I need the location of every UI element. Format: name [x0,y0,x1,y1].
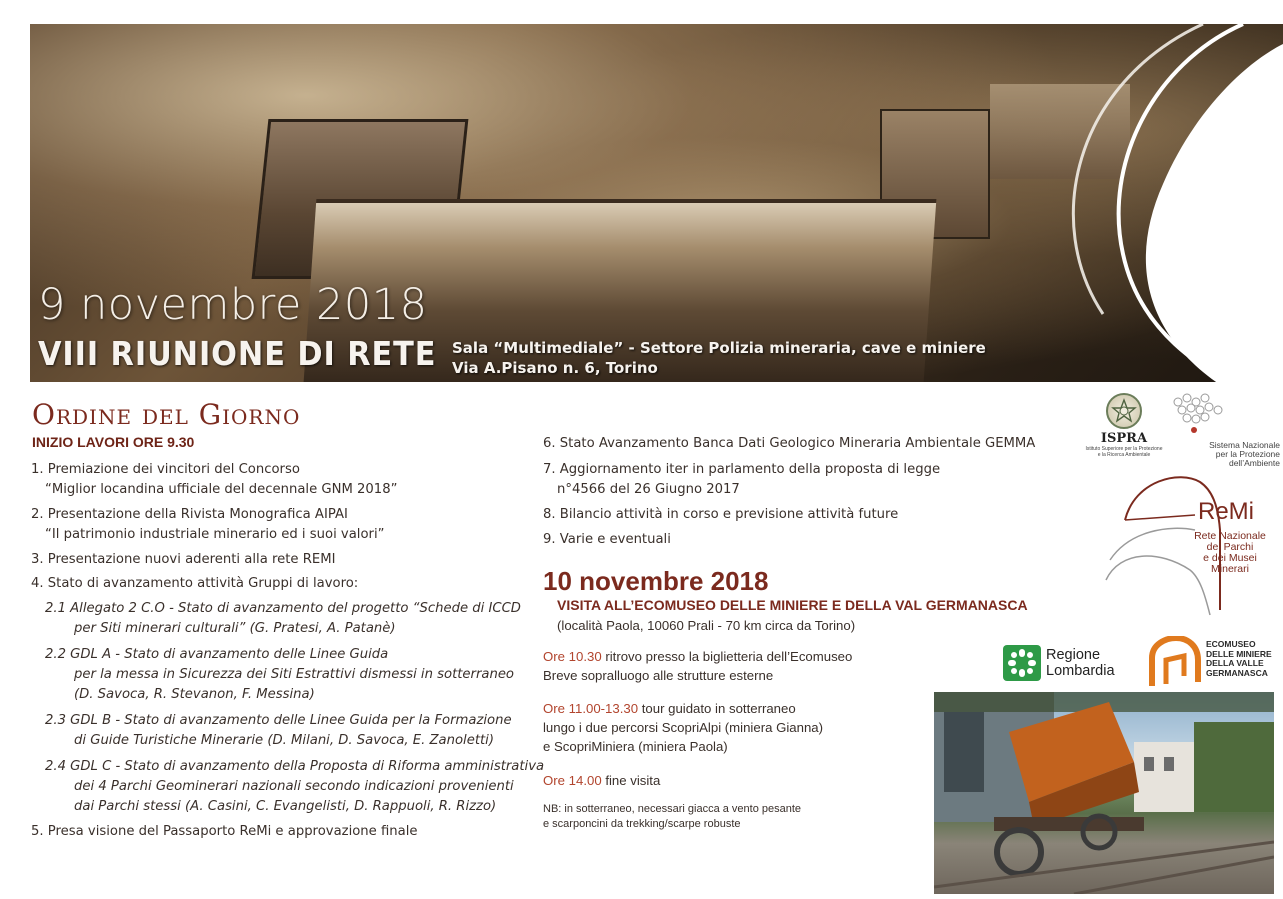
agenda-subitem-detail: per Siti minerari culturali” (G. Pratesi, A. Patanè) [74,621,396,636]
visit-date: 10 novembre 2018 [543,566,769,596]
visit-location: (località Paola, 10060 Prali - 70 km circa da Torino) [557,618,856,633]
ispra-subtitle [1083,446,1165,458]
hero-banner [30,24,1283,382]
ecomuseo-line: ECOMUSEO [1206,639,1256,649]
schedule-entry [543,699,823,756]
schedule-detail: Breve sopralluogo alle strutture esterne [543,668,774,683]
lombardia-text [1046,647,1115,679]
remi-sub-line: Rete Nazionale [1194,530,1266,542]
italian-emblem-icon [1106,393,1142,429]
agenda-item-detail: “Il patrimonio industriale minerario ed i suoi valori” [45,527,385,542]
remi-sub-line: Minerari [1211,563,1249,575]
agenda-item: 2. Presentazione della Rivista Monografica AIPAI [31,507,348,522]
remi-logo [1100,470,1280,620]
network-circles-icon [1170,392,1240,434]
agenda-subitem: 2.1 Allegato 2 C.O - Stato di avanzamento del progetto “Schede di ICCD [45,601,521,616]
agenda-subitem-detail: dai Parchi stessi (A. Casini, C. Evangelisti, D. Rappuoli, R. Rizzo) [74,799,497,814]
event-date: 9 novembre 2018 [38,280,428,330]
agenda-item: 1. Premiazione dei vincitori del Concorso [31,462,300,477]
schedule-text: fine visita [605,773,661,788]
agenda-right-list [543,434,1036,554]
schedule-entry [543,647,852,685]
agenda-subitem: 2.2 GDL A - Stato di avanzamento delle Linee Guida [45,647,389,662]
agenda-item: 8. Bilancio attività in corso e previsione attività future [543,507,899,522]
agenda-subitem: 2.4 GDL C - Stato di avanzamento della Proposta di Riforma amministrativa [45,759,545,774]
remi-sub-line: e dei Musei [1203,552,1257,564]
decorative-curve [953,24,1283,382]
agenda-subitem-detail: di Guide Turistiche Minerarie (D. Milani, D. Savoca, E. Zanoletti) [74,733,494,748]
note-line: NB: in sotterraneo, necessari giacca a vento pesante [543,803,802,815]
agenda-left-list [31,460,545,840]
lombardia-line: Regione [1046,647,1101,663]
snpa-line: Sistema Nazionale [1209,440,1280,450]
schedule-time: Ore 11.00-13.30 [543,701,639,716]
venue-line: Sala “Multimediale” - Settore Polizia mineraria, cave e miniere [452,339,986,357]
agenda-item-detail: n°4566 del 26 Giugno 2017 [557,482,740,497]
ispra-logo [1083,393,1165,458]
ecomuseo-arch-icon [1144,636,1204,688]
regione-lombardia-logo [1003,643,1133,683]
agenda-item: 9. Varie e eventuali [543,532,671,547]
mine-cart-photo [934,692,1274,894]
agenda-subitem: 2.3 GDL B - Stato di avanzamento delle Linee Guida per la Formazione [45,713,512,728]
ecomuseo-logo [1144,636,1283,688]
note-line: e scarponcini da trekking/scarpe robuste [543,818,741,830]
remi-name: ReMi [1198,498,1255,525]
agenda-subitem-detail: (D. Savoca, R. Stevanon, F. Messina) [74,687,315,702]
ispra-sub-line: Istituto Superiore per la Protezione [1085,446,1163,452]
ispra-name: ISPRA [1100,431,1148,446]
agenda-item: 4. Stato di avanzamento attività Gruppi di lavoro: [31,576,359,591]
agenda-item: 7. Aggiornamento iter in parlamento della proposta di legge [543,462,941,477]
schedule-detail: e ScopriMiniera (miniera Paola) [543,739,728,754]
visit-title: VISITA ALL’ECOMUSEO DELLE MINIERE E DELLA VAL GERMANASCA [557,597,1028,613]
ecomuseo-text [1206,640,1282,678]
ispra-sub-line: e la Ricerca Ambientale [1097,452,1151,458]
remi-sub-line: dei Parchi [1206,541,1254,553]
snpa-line: per la Protezione [1215,449,1280,459]
agenda-subitem-detail: dei 4 Parchi Geominerari nazionali secondo indicazioni provenienti [74,779,514,794]
agenda-item: 5. Presa visione del Passaporto ReMi e approvazione finale [31,824,418,839]
lombardia-rose-icon [1003,645,1041,681]
agenda-subitem-detail: per la messa in Sicurezza dei Siti Estrattivi dismessi in sotterraneo [74,667,514,682]
agenda-title: Ordine del Giorno [32,398,301,431]
event-venue [452,338,986,378]
schedule-time: Ore 14.00 [543,773,602,788]
schedule-detail: lungo i due percorsi ScopriAlpi (miniera Gianna) [543,720,824,735]
visit-note [543,802,801,832]
snpa-text [1170,441,1280,468]
lombardia-line: Lombardia [1046,663,1115,679]
schedule-time: Ore 10.30 [543,649,602,664]
schedule-text: ritrovo presso la biglietteria dell’Ecomuseo [605,649,853,664]
venue-address: Via A.Pisano n. 6, Torino [452,359,658,377]
agenda-item: 6. Stato Avanzamento Banca Dati Geologico Mineraria Ambientale GEMMA [543,436,1036,451]
start-time-label: INIZIO LAVORI ORE 9.30 [32,434,195,450]
event-title: VIII RIUNIONE DI RETE [38,334,437,373]
schedule-text: tour guidato in sotterraneo [641,701,796,716]
ecomuseo-line: DELLA VALLE [1206,658,1264,668]
snpa-line: dell’Ambiente [1228,458,1280,468]
schedule-entry [543,771,660,790]
agenda-item: 3. Presentazione nuovi aderenti alla rete REMI [31,552,336,567]
snpa-logo [1170,392,1280,468]
ecomuseo-line: GERMANASCA [1206,667,1268,678]
remi-subtitle [1188,531,1272,575]
agenda-item-detail: “Miglior locandina ufficiale del decennale GNM 2018” [45,482,398,497]
ecomuseo-line: DELLE MINIERE [1206,648,1272,659]
